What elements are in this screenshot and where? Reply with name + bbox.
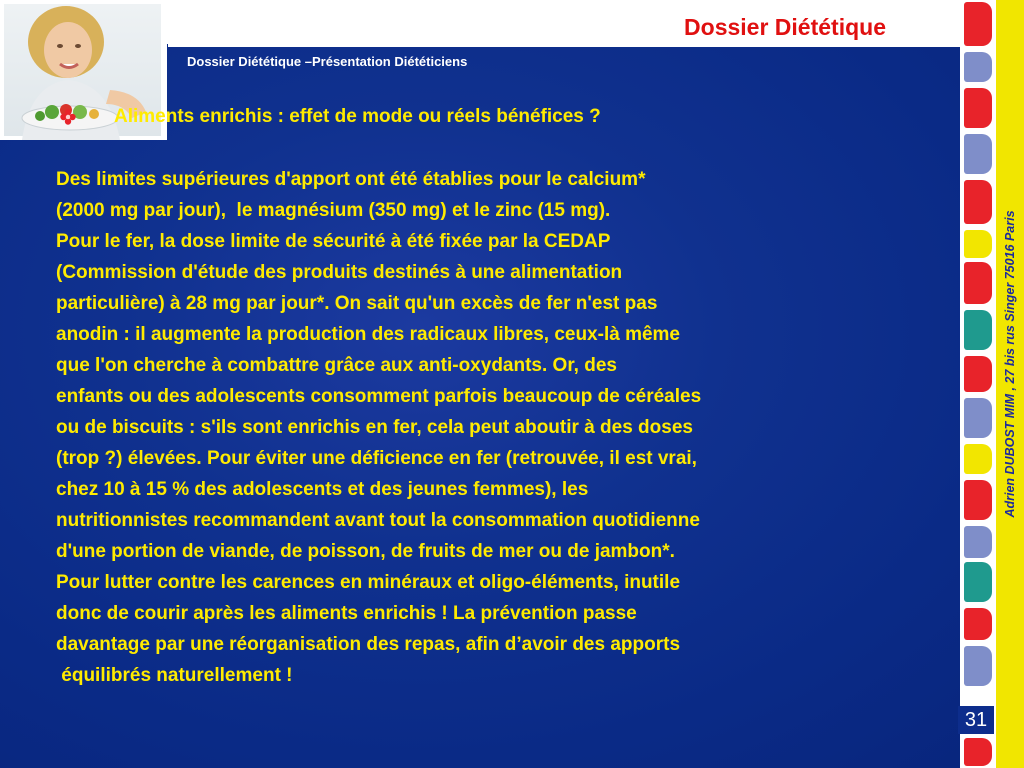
- stripe-segment: [964, 398, 992, 438]
- body-line: davantage par une réorganisation des repas, afin d’avoir des apports: [56, 634, 681, 655]
- stripe-segment: [964, 180, 992, 224]
- stripe-segment: [964, 562, 992, 602]
- body-line: enfants ou des adolescents consomment parfois beaucoup de céréales: [56, 386, 702, 407]
- body-paragraph: [56, 164, 956, 691]
- decorative-color-stripe: [960, 0, 996, 768]
- body-line: nutritionnistes recommandent avant tout la consommation quotidienne: [56, 510, 700, 531]
- stripe-segment: [964, 2, 992, 46]
- body-line: Des limites supérieures d'apport ont été établies pour le calcium*: [56, 169, 646, 190]
- stripe-segment: [964, 262, 992, 304]
- slide-title: Dossier Diététique: [684, 14, 886, 40]
- page-number: 31: [964, 708, 988, 731]
- body-line: Pour le fer, la dose limite de sécurité à été fixée par la CEDAP: [56, 231, 611, 252]
- stripe-segment: [964, 608, 992, 640]
- body-line: (trop ?) élevées. Pour éviter une déficience en fer (retrouvée, il est vrai,: [56, 448, 697, 469]
- stripe-segment: [964, 230, 992, 258]
- stripe-segment: [964, 646, 992, 686]
- sidebar-author-address: Adrien DUBOST MIM , 27 bis rus Singer 75016 Paris: [1003, 210, 1017, 518]
- stripe-segment: [964, 738, 992, 766]
- stripe-segment: [964, 480, 992, 520]
- body-line: chez 10 à 15 % des adolescents et des jeunes femmes), les: [56, 479, 589, 500]
- slide-subtitle: Dossier Diététique –Présentation Diététiciens: [187, 54, 468, 69]
- body-line: Pour lutter contre les carences en minéraux et oligo-éléments, inutile: [56, 572, 681, 593]
- body-line: ou de biscuits : s'ils sont enrichis en fer, cela peut aboutir à des doses: [56, 417, 693, 438]
- stripe-segment: [964, 310, 992, 350]
- stripe-segment: [964, 526, 992, 558]
- bullet-heading: [60, 104, 601, 130]
- body-line: (2000 mg par jour), le magnésium (350 mg) et le zinc (15 mg).: [56, 200, 611, 221]
- stripe-segment: [964, 134, 992, 174]
- body-line: donc de courir après les aliments enrichis ! La prévention passe: [56, 603, 637, 624]
- body-line: (Commission d'étude des produits destinés à une alimentation: [56, 262, 623, 283]
- stripe-segment: [964, 88, 992, 128]
- header-divider: [168, 44, 960, 47]
- body-line: d'une portion de viande, de poisson, de fruits de mer ou de jambon*.: [56, 541, 675, 562]
- stripe-segment: [964, 356, 992, 392]
- stripe-segment: [964, 444, 992, 474]
- body-line: anodin : il augmente la production des radicaux libres, ceux-là même: [56, 324, 680, 345]
- page-number-box: [958, 706, 994, 734]
- bullet-heading-text: Aliments enrichis : effet de mode ou réels bénéfices ?: [114, 106, 601, 127]
- body-line: équilibrés naturellement !: [56, 665, 293, 686]
- flower-bullet-icon: [60, 109, 76, 125]
- stripe-segment: [964, 52, 992, 82]
- body-line: particulière) à 28 mg par jour*. On sait qu'un excès de fer n'est pas: [56, 293, 658, 314]
- body-line: que l'on cherche à combattre grâce aux anti-oxydants. Or, des: [56, 355, 617, 376]
